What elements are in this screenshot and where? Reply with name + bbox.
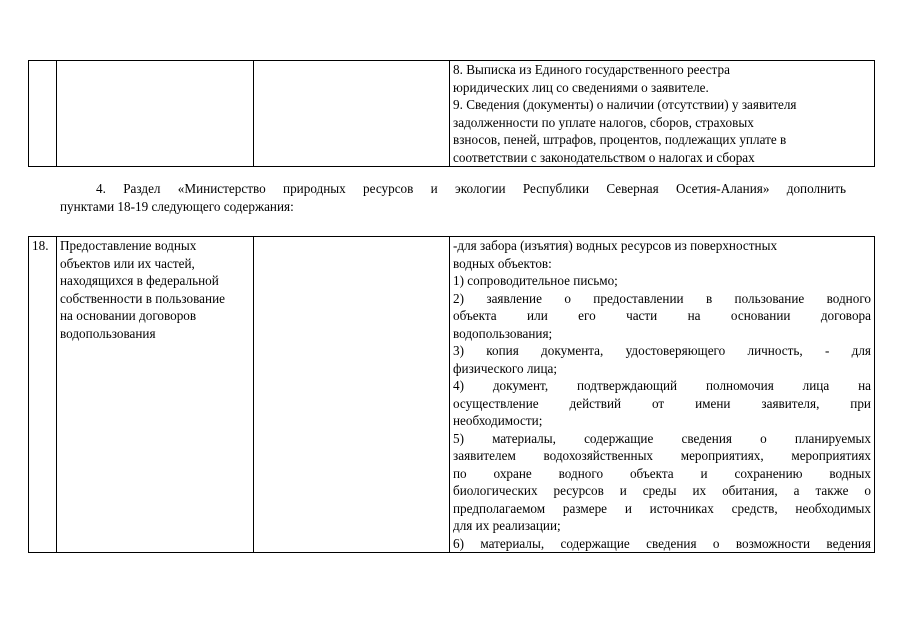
document-line: для их реализации; bbox=[453, 518, 561, 533]
document-line: 2) заявление о предоставлении в пользование водного bbox=[453, 290, 871, 306]
document-line: объекта или его части на основании договора bbox=[453, 308, 871, 323]
number-cell bbox=[29, 61, 57, 167]
document-line: соответствии с законодательством о налогах и сборах bbox=[453, 149, 755, 165]
document-line: 4) документ, подтверждающий полномочия лица на bbox=[453, 378, 871, 393]
document-line: 3) копия документа, удостоверяющего личность, - для bbox=[453, 343, 871, 358]
document-line: заявителем водохозяйственных мероприятиях, мероприятиях bbox=[453, 448, 871, 463]
document-line: 1) сопроводительное письмо; bbox=[453, 273, 618, 288]
document-line: 9. Сведения (документы) о наличии (отсутствии) у заявителя bbox=[453, 97, 797, 112]
service-line: на основании договоров bbox=[60, 308, 197, 323]
document-line: водопользования; bbox=[453, 325, 553, 341]
document-line: биологических ресурсов и среды их обитания, а также о bbox=[453, 483, 871, 498]
document-line: юридических лиц со сведениями о заявителе. bbox=[453, 79, 709, 95]
service-cell bbox=[57, 61, 254, 167]
document-line: задолженности по уплате налогов, сборов, страховых bbox=[453, 114, 754, 130]
empty-cell bbox=[254, 61, 450, 167]
service-line: находящихся в федеральной bbox=[60, 273, 219, 288]
service-line: собственности в пользование bbox=[60, 290, 225, 306]
service-line: Предоставление водных bbox=[60, 238, 197, 253]
table-row bbox=[29, 61, 875, 167]
service-line: объектов или их частей, bbox=[60, 255, 195, 271]
document-line: по охране водного объекта и сохранению водных bbox=[453, 465, 871, 481]
empty-cell bbox=[254, 237, 450, 553]
documents-cell bbox=[450, 237, 875, 553]
services-table bbox=[28, 236, 875, 553]
document-line: водных объектов: bbox=[453, 255, 552, 271]
table-row bbox=[29, 237, 875, 553]
paragraph-line: 4. Раздел «Министерство природных ресурсов и экологии Республики Северная Осетия-Алания» дополнить bbox=[96, 181, 846, 196]
document-line: 8. Выписка из Единого государственного реестра bbox=[453, 62, 730, 77]
paragraph-line: пунктами 18-19 следующего содержания: bbox=[60, 198, 294, 214]
document-line: 6) материалы, содержащие сведения о возможности ведения bbox=[453, 535, 871, 551]
service-cell bbox=[57, 237, 254, 553]
document-line: предполагаемом размере и источниках средств, необходимых bbox=[453, 500, 871, 516]
document-line: необходимости; bbox=[453, 413, 543, 428]
number-cell: 18. bbox=[29, 237, 57, 553]
service-line: водопользования bbox=[60, 325, 156, 341]
document-line: взносов, пеней, штрафов, процентов, подлежащих уплате в bbox=[453, 132, 787, 147]
documents-cell bbox=[450, 61, 875, 167]
document-line: 5) материалы, содержащие сведения о планируемых bbox=[453, 430, 871, 446]
document-line: -для забора (изъятия) водных ресурсов из поверхностных bbox=[453, 238, 778, 253]
documents-table-continuation bbox=[28, 60, 875, 167]
document-line: осуществление действий от имени заявителя, при bbox=[453, 395, 871, 411]
document-line: физического лица; bbox=[453, 360, 558, 376]
amendment-paragraph bbox=[60, 180, 846, 215]
